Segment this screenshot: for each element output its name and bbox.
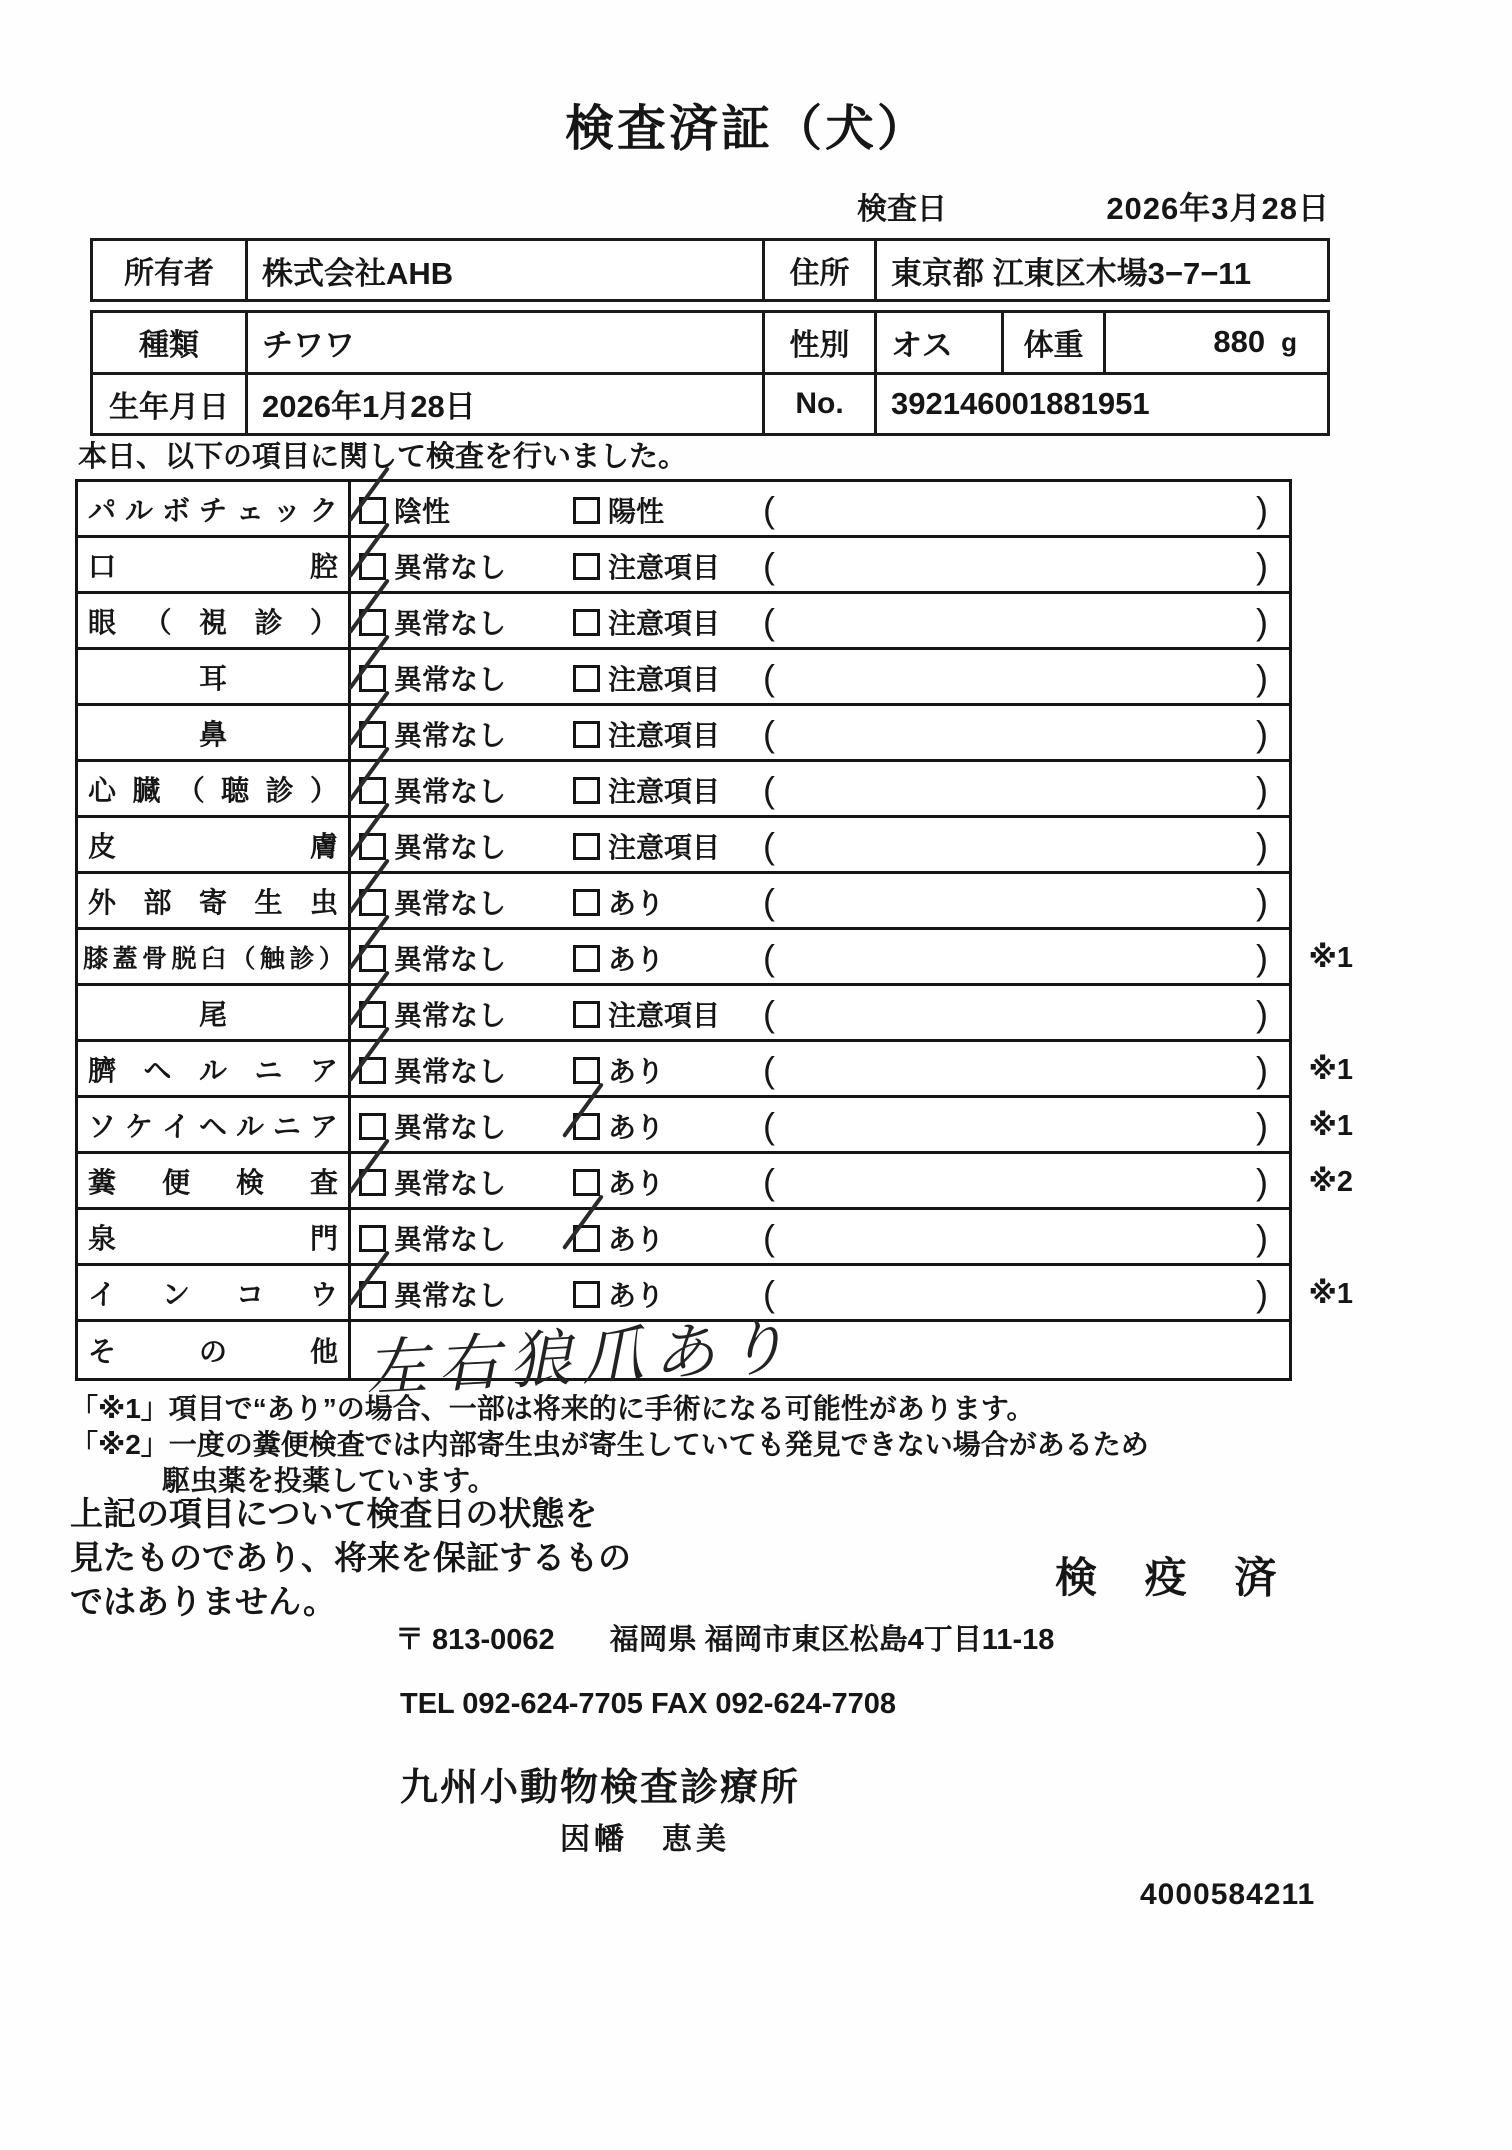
footnote-2-continued: 駆虫薬を投薬しています。 bbox=[162, 1465, 496, 1496]
checkbox-group bbox=[573, 1154, 664, 1210]
exam-row-label: 尾 bbox=[78, 986, 351, 1039]
exam-row-label: 糞 便 検 査 bbox=[78, 1154, 351, 1207]
address-value: 東京都 江東区木場3−7−11 bbox=[891, 255, 1252, 291]
paren-close: ) bbox=[1256, 545, 1268, 586]
checkbox-option-label: 注意項目 bbox=[608, 720, 721, 751]
checkbox-icon bbox=[573, 553, 600, 580]
paren-open: ( bbox=[763, 1273, 775, 1314]
checkbox-option-label: 異常なし bbox=[394, 1000, 507, 1031]
paren-close: ) bbox=[1256, 601, 1268, 642]
checkbox-option-label: 異常なし bbox=[394, 664, 507, 695]
checkbox-option-label: 注意項目 bbox=[608, 608, 721, 639]
animal-table bbox=[90, 310, 1330, 436]
exam-row-content bbox=[351, 1266, 1289, 1319]
paren-close: ) bbox=[1256, 489, 1268, 530]
paren-close: ) bbox=[1256, 1105, 1268, 1146]
exam-row-label: 泉 門 bbox=[78, 1210, 351, 1263]
paren-open: ( bbox=[763, 769, 775, 810]
checkbox-option-label: 異常なし bbox=[394, 776, 507, 807]
paren-open: ( bbox=[763, 1105, 775, 1146]
exam-row-content bbox=[351, 762, 1289, 815]
checkbox-group bbox=[573, 1042, 664, 1098]
checkbox-group bbox=[573, 1098, 664, 1154]
exam-row-label: 臍 ヘ ル ニ ア bbox=[78, 1042, 351, 1095]
exam-row-label: 皮 膚 bbox=[78, 818, 351, 871]
checkbox-option-label: 異常なし bbox=[394, 944, 507, 975]
checkbox-icon bbox=[573, 889, 600, 916]
exam-row-label: 膝 蓋 骨 脱 臼 （ 触 診 ） bbox=[78, 930, 351, 983]
exam-row-label: 耳 bbox=[78, 650, 351, 703]
checkbox-group bbox=[573, 986, 720, 1042]
checkbox-icon bbox=[359, 1113, 386, 1140]
clinic-name: 九州小動物検査診療所 bbox=[400, 1767, 801, 1809]
exam-row-content bbox=[351, 818, 1289, 871]
quarantine-stamp: 検 疫 済 bbox=[1055, 1554, 1295, 1601]
checkbox-group bbox=[573, 874, 664, 930]
exam-row bbox=[78, 1210, 1289, 1266]
checkbox-option-label: 異常なし bbox=[394, 608, 507, 639]
checkbox-group bbox=[573, 818, 720, 874]
exam-row bbox=[78, 1154, 1353, 1210]
footnote-ref: ※1 bbox=[1308, 1278, 1353, 1310]
exam-row bbox=[78, 930, 1353, 986]
checkbox-option-label: 注意項目 bbox=[608, 832, 721, 863]
exam-row-label: 口 腔 bbox=[78, 538, 351, 591]
paren-close: ) bbox=[1256, 993, 1268, 1034]
checkbox-option-label: あり bbox=[608, 1280, 665, 1311]
checkbox-option-label: 注意項目 bbox=[608, 664, 721, 695]
exam-row bbox=[78, 1098, 1353, 1154]
footnote-ref: ※1 bbox=[1308, 1110, 1353, 1142]
exam-row bbox=[78, 818, 1289, 874]
footnote-1: 「※1」項目で“あり”の場合、一部は将来的に手術になる可能性があります。 bbox=[70, 1393, 1035, 1424]
exam-row-label: パ ル ボ チ ェ ッ ク bbox=[78, 482, 351, 535]
checkbox-group bbox=[573, 538, 720, 594]
exam-row bbox=[78, 1312, 1289, 1405]
checkbox-option-label: 異常なし bbox=[394, 1224, 507, 1255]
exam-row-content bbox=[351, 538, 1289, 591]
exam-row bbox=[78, 482, 1289, 538]
checkbox-group bbox=[573, 706, 720, 762]
breed-value: チワワ bbox=[248, 313, 765, 372]
paren-open: ( bbox=[763, 657, 775, 698]
paren-open: ( bbox=[763, 1161, 775, 1202]
paren-open: ( bbox=[763, 937, 775, 978]
veterinarian-name: 因幡 恵美 bbox=[560, 1823, 730, 1856]
paren-open: ( bbox=[763, 489, 775, 530]
birthdate-label: 生年月日 bbox=[93, 375, 248, 434]
footnote-ref: ※1 bbox=[1308, 942, 1353, 974]
exam-row-content bbox=[351, 986, 1289, 1039]
clinic-address-line bbox=[395, 1617, 1054, 1658]
checkbox-group bbox=[573, 1210, 664, 1266]
exam-row-label: 心 臓 （ 聴 診 ） bbox=[78, 762, 351, 815]
exam-row-content bbox=[351, 482, 1289, 535]
sex-label: 性別 bbox=[765, 313, 877, 372]
footnote-ref: ※1 bbox=[1308, 1054, 1353, 1086]
paren-close: ) bbox=[1256, 825, 1268, 866]
checkbox-group bbox=[573, 594, 720, 650]
weight-value: 880 bbox=[1213, 324, 1266, 360]
checkbox-option-label: 異常なし bbox=[394, 720, 507, 751]
breed-label: 種類 bbox=[93, 313, 248, 372]
exam-row-content bbox=[351, 1042, 1289, 1095]
exam-row-label: そ の 他 bbox=[78, 1322, 351, 1378]
owner-label: 所有者 bbox=[93, 241, 248, 299]
checkbox-option-label: あり bbox=[608, 1112, 665, 1143]
exam-row-content bbox=[351, 650, 1289, 703]
checkbox-option-label: 異常なし bbox=[394, 1168, 507, 1199]
disclaimer-line-2: 見たものであり、将来を保証するもの bbox=[70, 1539, 631, 1576]
paren-open: ( bbox=[763, 881, 775, 922]
checkbox-option-label: 異常なし bbox=[394, 552, 507, 583]
intro-text: 本日、以下の項目に関して検査を行いました。 bbox=[78, 441, 688, 473]
footnote-ref: ※2 bbox=[1308, 1166, 1353, 1198]
paren-open: ( bbox=[763, 713, 775, 754]
number-value: 392146001881951 bbox=[891, 385, 1150, 421]
checkbox-icon bbox=[573, 609, 600, 636]
exam-row bbox=[78, 538, 1289, 594]
checkbox-option-label: 注意項目 bbox=[608, 1000, 721, 1031]
paren-open: ( bbox=[763, 1217, 775, 1258]
weight-label: 体重 bbox=[1004, 313, 1106, 372]
exam-row-label: 外 部 寄 生 虫 bbox=[78, 874, 351, 927]
paren-close: ) bbox=[1256, 713, 1268, 754]
sex-value: オス bbox=[877, 313, 1004, 372]
checkbox-icon bbox=[359, 1225, 386, 1252]
checkbox-option-label: あり bbox=[608, 888, 665, 919]
exam-row-content bbox=[351, 874, 1289, 927]
paren-open: ( bbox=[763, 1049, 775, 1090]
paren-open: ( bbox=[763, 545, 775, 586]
exam-row-content bbox=[351, 594, 1289, 647]
disclaimer-text bbox=[70, 1492, 631, 1624]
checkbox-option-label: 陽性 bbox=[608, 496, 665, 527]
checkbox-option-label: あり bbox=[608, 944, 665, 975]
paren-close: ) bbox=[1256, 937, 1268, 978]
checkbox-option-label: あり bbox=[608, 1056, 665, 1087]
checkbox-option-label: あり bbox=[608, 1224, 665, 1255]
exam-row-content bbox=[351, 1210, 1289, 1263]
checkbox-option-label: 異常なし bbox=[394, 1280, 507, 1311]
paren-close: ) bbox=[1256, 881, 1268, 922]
paren-open: ( bbox=[763, 601, 775, 642]
checkbox-icon bbox=[573, 1281, 600, 1308]
exam-row-content bbox=[351, 930, 1289, 983]
checkbox-group bbox=[359, 482, 450, 538]
clinic-address: 福岡県 福岡市東区松島4丁目11-18 bbox=[609, 1624, 1055, 1656]
checkbox-icon bbox=[573, 1001, 600, 1028]
exam-row-content bbox=[351, 706, 1289, 759]
checkbox-option-label: あり bbox=[608, 1168, 665, 1199]
exam-row-label: 鼻 bbox=[78, 706, 351, 759]
checkbox-icon bbox=[573, 665, 600, 692]
exam-row-label: イ ン コ ウ bbox=[78, 1266, 351, 1319]
checkbox-group bbox=[359, 1042, 506, 1098]
exam-row-content bbox=[351, 1154, 1289, 1207]
paren-close: ) bbox=[1256, 769, 1268, 810]
exam-row bbox=[78, 594, 1289, 650]
exam-row-label: 眼 （ 視 診 ） bbox=[78, 594, 351, 647]
serial-number: 4000584211 bbox=[1140, 1878, 1316, 1911]
birth-row bbox=[93, 375, 1327, 434]
paren-close: ) bbox=[1256, 1161, 1268, 1202]
checkbox-icon bbox=[573, 497, 600, 524]
paren-open: ( bbox=[763, 825, 775, 866]
checkbox-icon bbox=[573, 945, 600, 972]
inspection-date-value: 2026年3月28日 bbox=[1106, 191, 1330, 226]
paren-close: ) bbox=[1256, 1049, 1268, 1090]
weight-unit: g bbox=[1281, 326, 1297, 357]
checkbox-option-label: 異常なし bbox=[394, 1112, 507, 1143]
handwritten-note: 左右狼爪あり bbox=[363, 1312, 799, 1405]
paren-open: ( bbox=[763, 993, 775, 1034]
exam-row bbox=[78, 762, 1289, 818]
exam-row bbox=[78, 706, 1289, 762]
checkbox-icon bbox=[573, 1169, 600, 1196]
checkbox-group bbox=[573, 762, 720, 818]
breed-row bbox=[93, 313, 1327, 375]
page-title: 検査済証（犬） bbox=[565, 102, 930, 156]
disclaimer-line-1: 上記の項目について検査日の状態を bbox=[70, 1495, 598, 1532]
checkbox-icon bbox=[573, 833, 600, 860]
exam-row-content bbox=[351, 1312, 1289, 1405]
exam-row bbox=[78, 650, 1289, 706]
checkbox-icon bbox=[573, 1057, 600, 1084]
exam-row bbox=[78, 874, 1289, 930]
checkbox-group bbox=[573, 930, 664, 986]
checkbox-group bbox=[573, 482, 664, 538]
paren-close: ) bbox=[1256, 657, 1268, 698]
exam-row-label: ソ ケ イ ヘ ル ニ ア bbox=[78, 1098, 351, 1151]
paren-close: ) bbox=[1256, 1217, 1268, 1258]
checkbox-option-label: 注意項目 bbox=[608, 552, 721, 583]
exam-row-content bbox=[351, 1098, 1289, 1151]
clinic-tel-fax: TEL 092-624-7705 FAX 092-624-7708 bbox=[400, 1688, 897, 1720]
weight-value-cell bbox=[1106, 313, 1327, 372]
address-label: 住所 bbox=[765, 241, 877, 299]
owner-value: 株式会社AHB bbox=[248, 241, 765, 299]
checkbox-group bbox=[573, 650, 720, 706]
checkbox-icon bbox=[573, 777, 600, 804]
number-label: No. bbox=[765, 375, 877, 434]
checkbox-group bbox=[359, 1154, 506, 1210]
inspection-date-label: 検査日 bbox=[857, 193, 947, 226]
exam-table bbox=[75, 479, 1353, 1405]
checkbox-icon bbox=[573, 721, 600, 748]
exam-row bbox=[78, 986, 1289, 1042]
checkbox-option-label: 注意項目 bbox=[608, 776, 721, 807]
checkbox-option-label: 異常なし bbox=[394, 888, 507, 919]
paren-close: ) bbox=[1256, 1273, 1268, 1314]
clinic-postal-code: 〒 813-0062 bbox=[395, 1624, 555, 1656]
footnote-2: 「※2」一度の糞便検査では内部寄生虫が寄生していても発見できない場合があるため bbox=[70, 1429, 1149, 1460]
exam-row bbox=[78, 1042, 1353, 1098]
checkbox-option-label: 異常なし bbox=[394, 832, 507, 863]
disclaimer-line-3: ではありません。 bbox=[70, 1583, 336, 1620]
birthdate-value: 2026年1月28日 bbox=[248, 375, 765, 434]
checkbox-option-label: 異常なし bbox=[394, 1056, 507, 1087]
checkbox-option-label: 陰性 bbox=[394, 496, 451, 527]
owner-table bbox=[90, 238, 1330, 302]
